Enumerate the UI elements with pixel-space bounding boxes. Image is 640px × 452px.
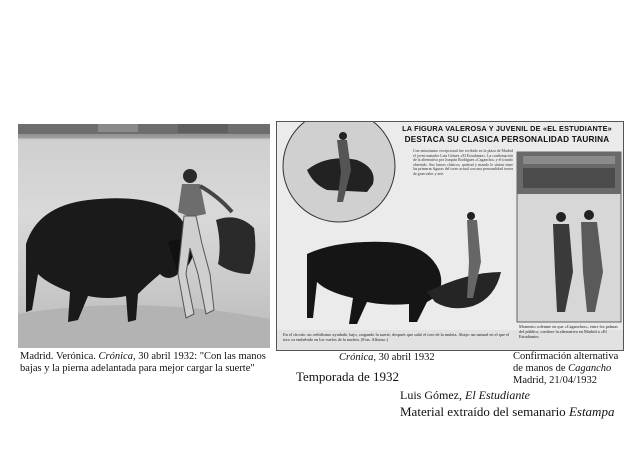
left-caption: Madrid. Verónica. Crónica, 30 abril 1932: "Con las manos bajas y la pierna adelantada para mejor cargar la suerte" <box>20 351 266 374</box>
season-title: Temporada de 1932 <box>296 369 400 384</box>
newspaper-page <box>276 121 624 351</box>
veronica-photo <box>18 124 270 348</box>
author-line: Luis Gómez, El Estudiante <box>400 388 530 402</box>
headline-line2: DESTACA SU CLASICA PERSONALIDAD TAURINA <box>404 135 610 144</box>
right-caption: Confirmación alternativa de manos de Cagancho Madrid, 21/04/1932 <box>513 351 619 386</box>
center-caption: Crónica, 30 abril 1932 <box>339 352 435 363</box>
paper-caption-right: Momento solemne en que «Caganchos», entre los palmas del público, confiere la alternativa en Madrid a «El Estudiante» <box>519 324 618 339</box>
headline-line1: LA FIGURA VALEROSA Y JUVENIL DE «EL ESTUDIANTE» <box>402 124 612 133</box>
paper-caption-left: En el círculo: un ceñidísimo ayudado, bajo, cargando la suerte, después que salió el toro de la muleta. Abajo: un natural en el que el toro va embebido en los vuelos de la muleta. (Fots. Alfonso.) <box>283 332 510 342</box>
article-text: Con entusiasmo excepcional fue recibido en la plaza de Madrid el joven matador Luis Gómez «El Estudiante». La confirmación de la alternativa por Joaquín Rodríguez «Cagancho» y el triunfo obtenido. Sus lances clásicos, quietud y mando le sitúan entre las primeras figuras del toreo actual con una personalidad torera de gran valor y arte. <box>413 149 513 176</box>
source-note: Material extraído del semanario Estampa <box>400 404 615 419</box>
